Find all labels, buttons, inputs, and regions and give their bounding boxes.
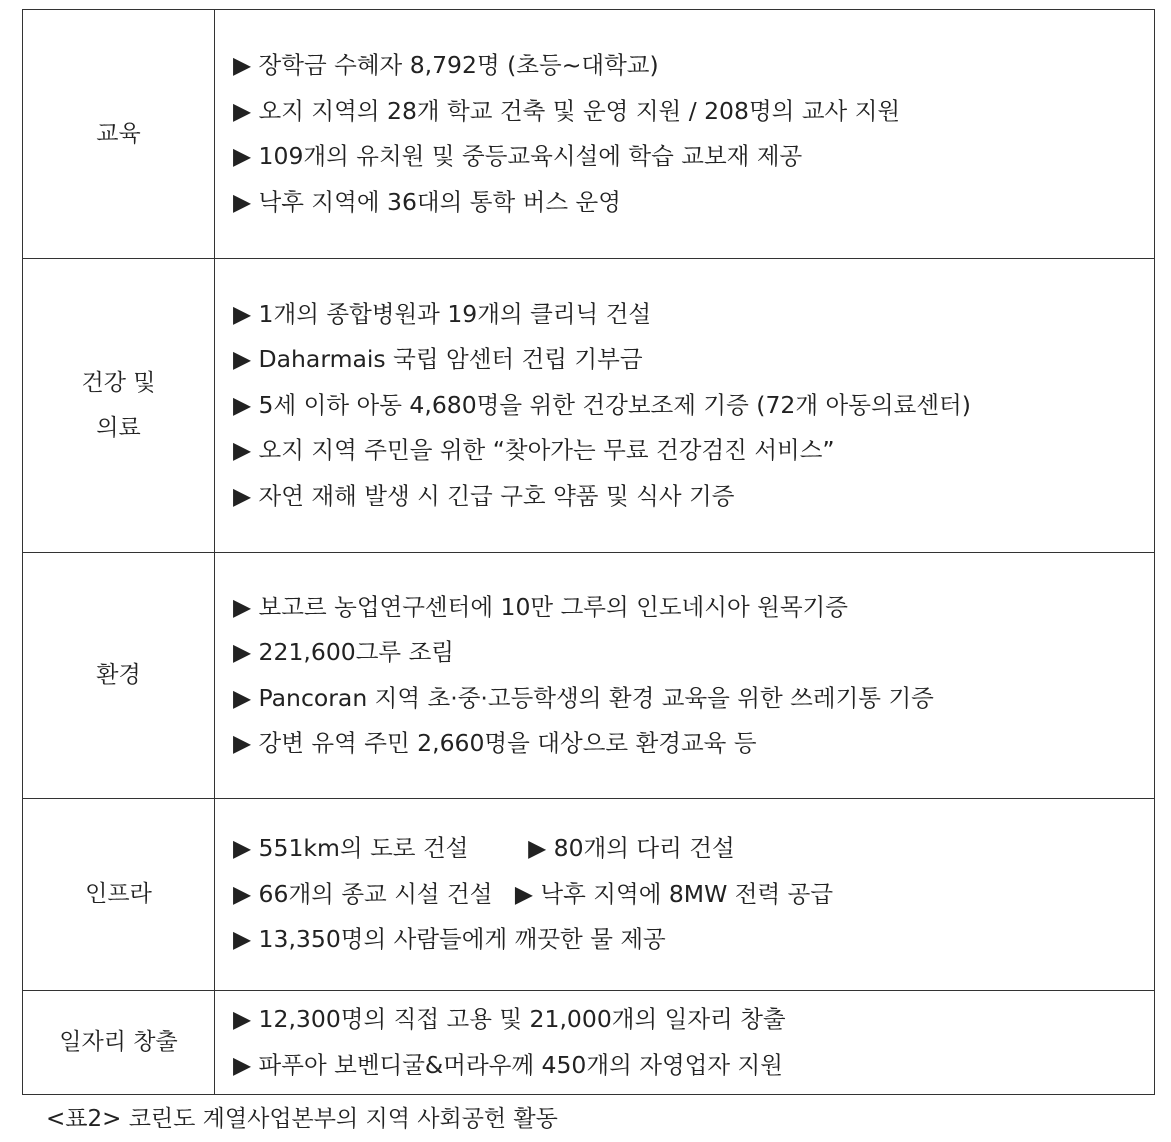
list-item: ▶ 파푸아 보벤디굴&머라우께 450개의 자영업자 지원 (233, 1050, 783, 1079)
category-cell (23, 799, 215, 991)
list-item: ▶ 66개의 종교 시설 건설 ▶ 낙후 지역에 8MW 전력 공급 (233, 879, 834, 908)
category-cell (23, 259, 215, 553)
list-item: ▶ 강변 유역 주민 2,660명을 대상으로 환경교육 등 (233, 729, 757, 757)
list-item: ▶ 12,300명의 직접 고용 및 21,000개의 일자리 창출 (233, 1005, 786, 1033)
category-cell (23, 553, 215, 799)
items-cell (215, 553, 1155, 799)
category-label: 교육 (96, 120, 141, 147)
category-label: 환경 (96, 662, 141, 688)
list-item: ▶ 오지 지역 주민을 위한 “찾아가는 무료 건강검진 서비스” (233, 436, 835, 465)
list-item: ▶ 오지 지역의 28개 학교 건축 및 운영 지원 / 208명의 교사 지원 (233, 96, 901, 125)
csr-activities-table (22, 9, 1155, 1095)
list-item: ▶ Daharmais 국립 암센터 건립 기부금 (233, 345, 643, 374)
table-row-education (23, 10, 1155, 259)
list-item: ▶ 1개의 종합병원과 19개의 클리닉 건설 (233, 299, 652, 328)
category-label: 의료 (96, 414, 141, 441)
items-cell (215, 991, 1155, 1095)
list-item: ▶ 551km의 도로 건설 ▶ 80개의 다리 건설 (233, 834, 735, 863)
items-cell (215, 799, 1155, 991)
list-item: ▶ 13,350명의 사람들에게 깨끗한 물 제공 (233, 925, 666, 954)
items-cell (215, 259, 1155, 553)
table-row-jobs (23, 991, 1155, 1095)
table-caption: <표2> 코린도 계열사업본부의 지역 사회공헌 활동 (46, 1106, 558, 1132)
list-item: ▶ 보고르 농업연구센터에 10만 그루의 인도네시아 원목기증 (233, 592, 848, 621)
table-row-infrastructure (23, 799, 1155, 991)
list-item: ▶ 장학금 수혜자 8,792명 (초등~대학교) (233, 51, 659, 79)
category-label: 건강 및 (81, 369, 156, 396)
category-label: 인프라 (85, 881, 152, 907)
category-cell (23, 10, 215, 259)
category-cell (23, 991, 215, 1095)
category-label: 일자리 창출 (59, 1029, 178, 1055)
items-cell (215, 10, 1155, 259)
list-item: ▶ 자연 재해 발생 시 긴급 구호 약품 및 식사 기증 (233, 481, 735, 510)
list-item: ▶ 109개의 유치원 및 중등교육시설에 학습 교보재 제공 (233, 142, 803, 170)
list-item: ▶ 5세 이하 아동 4,680명을 위한 건강보조제 기증 (72개 아동의료센터) (233, 390, 971, 419)
table-row-environment (23, 553, 1155, 799)
list-item: ▶ 221,600그루 조림 (233, 638, 454, 666)
table-row-health (23, 259, 1155, 553)
list-item: ▶ Pancoran 지역 초·중·고등학생의 환경 교육을 위한 쓰레기통 기증 (233, 683, 934, 712)
list-item: ▶ 낙후 지역에 36대의 통학 버스 운영 (233, 187, 621, 216)
